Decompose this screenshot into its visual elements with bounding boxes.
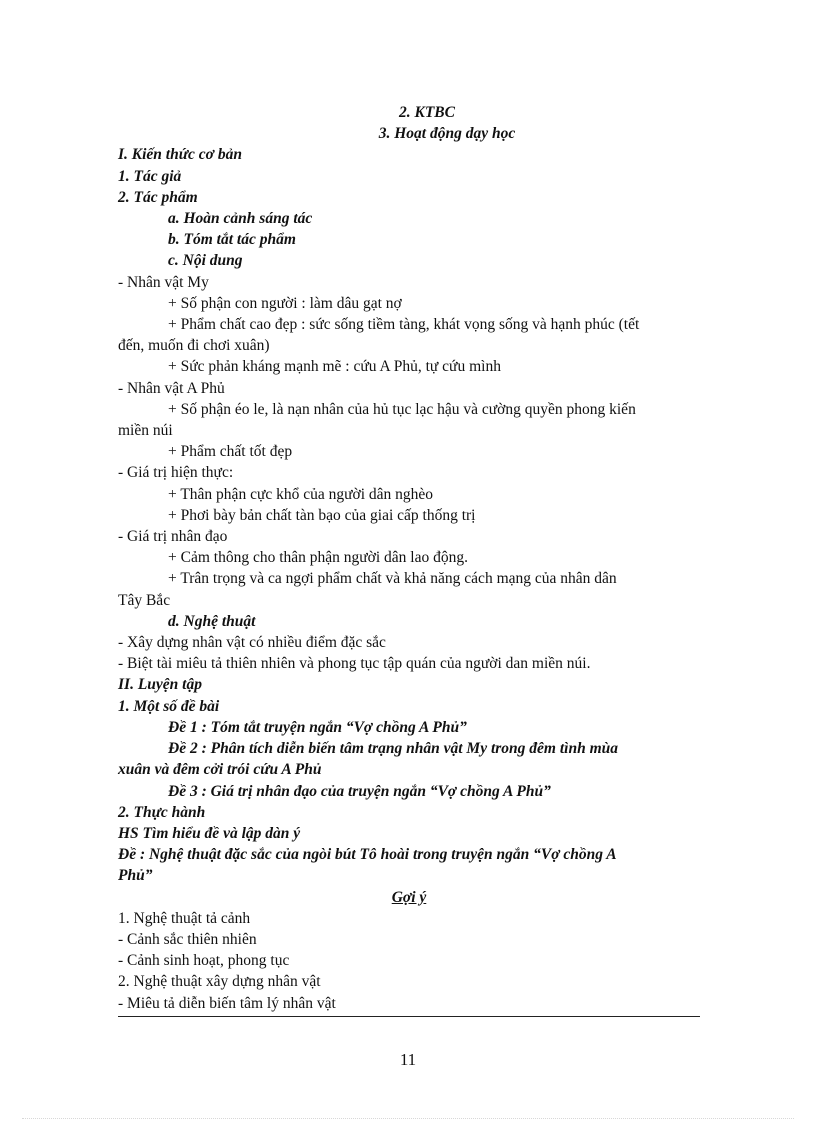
- item-heading: c. Nội dung: [168, 252, 243, 270]
- item-heading: a. Hoàn cảnh sáng tác: [168, 210, 313, 228]
- instruction-line: HS Tìm hiểu đề và lập dàn ý: [118, 824, 301, 842]
- text-line: + Thân phận cực khổ của người dân nghèo: [168, 485, 434, 503]
- exercise-topic: Đề 1 : Tóm tắt truyện ngắn “Vợ chồng A Phủ”: [168, 718, 467, 736]
- header-hoat-dong: 3. Hoạt động dạy học: [378, 125, 516, 143]
- exercise-topic: Đề 3 : Giá trị nhân đạo của truyện ngắn “Vợ chồng A Phủ”: [168, 782, 551, 800]
- page-bottom-border: [22, 1118, 794, 1119]
- text-line: - Miêu tả diễn biến tâm lý nhân vật: [118, 994, 336, 1012]
- text-line: - Cảnh sinh hoạt, phong tục: [118, 952, 290, 970]
- text-line: + Phẩm chất cao đẹp : sức sống tiềm tàng, khát vọng sống và hạnh phúc (tết: [168, 316, 640, 334]
- text-line: - Cảnh sắc thiên nhiên: [118, 930, 257, 948]
- item-heading: d. Nghệ thuật: [168, 612, 256, 630]
- text-line: + Phẩm chất tốt đẹp: [168, 443, 293, 461]
- section-heading: I. Kiến thức cơ bản: [118, 146, 242, 164]
- text-line: - Giá trị nhân đạo: [118, 528, 228, 546]
- text-line: 1. Nghệ thuật tả cảnh: [118, 909, 251, 927]
- text-line: 2. Nghệ thuật xây dựng nhân vật: [118, 973, 321, 991]
- text-line: - Xây dựng nhân vật có nhiều điểm đặc sắc: [118, 634, 386, 652]
- text-line: - Giá trị hiện thực:: [118, 464, 234, 482]
- subsection-heading: 1. Tác giả: [118, 167, 182, 185]
- item-heading: b. Tóm tắt tác phẩm: [168, 231, 296, 249]
- text-line: - Nhân vật My: [118, 273, 209, 291]
- exercise-topic: Đề : Nghệ thuật đặc sắc của ngòi bút Tô hoài trong truyện ngắn “Vợ chồng A: [118, 846, 617, 864]
- text-line: + Trân trọng và ca ngợi phẩm chất và khả năng cách mạng của nhân dân: [168, 570, 617, 588]
- text-line: + Cảm thông cho thân phận người dân lao động.: [168, 549, 468, 567]
- header-ktbc: 2. KTBC: [399, 104, 455, 121]
- text-line: + Số phận con người : làm dâu gạt nợ: [168, 294, 402, 312]
- exercise-topic: Đề 2 : Phân tích diễn biến tâm trạng nhân vật My trong đêm tình mùa: [168, 740, 618, 758]
- text-line: đến, muốn đi chơi xuân): [118, 337, 270, 355]
- text-line: + Phơi bày bản chất tàn bạo của giai cấp thống trị: [168, 506, 476, 524]
- text-line: Tây Bắc: [118, 591, 171, 609]
- page-number: 11: [399, 1050, 417, 1069]
- suggestion-heading: [118, 887, 700, 908]
- text-line: - Nhân vật A Phủ: [118, 379, 225, 397]
- exercise-topic: Phủ”: [118, 867, 153, 885]
- text-line: - Biệt tài miêu tả thiên nhiên và phong tục tập quán của người dan miền núi.: [118, 655, 591, 673]
- text-line: + Sức phản kháng mạnh mẽ : cứu A Phủ, tự cứu mình: [168, 358, 501, 376]
- page-content: [118, 102, 700, 1014]
- section-heading: II. Luyện tập: [118, 676, 202, 694]
- subsection-heading: 2. Tác phẩm: [118, 188, 198, 206]
- text-line: + Số phận éo le, là nạn nhân của hủ tục lạc hậu và cường quyền phong kiến: [168, 400, 636, 418]
- subsection-heading: 2. Thực hành: [118, 803, 206, 821]
- footer-divider: [118, 1016, 700, 1017]
- exercise-topic: xuân và đêm cởi trói cứu A Phủ: [118, 761, 322, 779]
- text-line: miền núi: [118, 422, 173, 440]
- subsection-heading: 1. Một số đề bài: [118, 697, 220, 715]
- suggestion-heading-text: Gợi ý: [391, 888, 427, 906]
